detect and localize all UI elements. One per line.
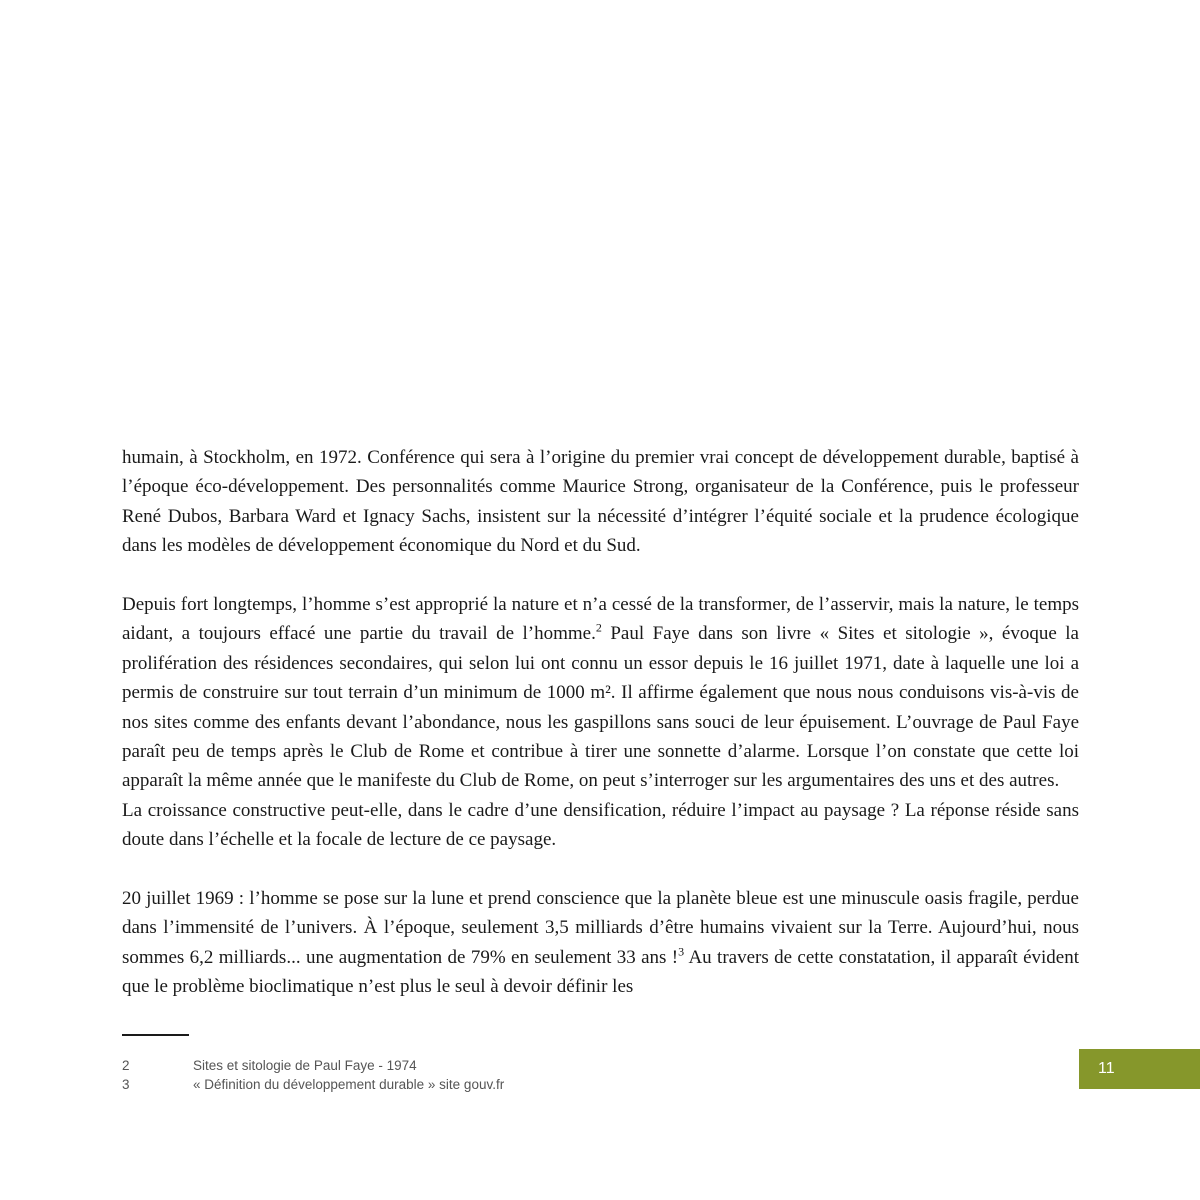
paragraph-2-part-b: Paul Faye dans son livre « Sites et sitologie », évoque la prolifération des résidences secondaires, qui selon lui ont connu un essor depuis le 16 juillet 1971, date à laquelle une loi a permis de construire sur tout terrain d’un minimum de 1000 m². Il affirme également que nous nous conduisons vis-à-vis de nos sites comme des enfants devant l’abondance, nous les gaspillons sans souci de leur épuisement. L’ouvrage de Paul Faye paraît peu de temps après le Club de Rome et contribue à tirer une sonnette d’alarme. Lorsque l’on constate que cette loi apparaît la même année que le manifeste du Club de Rome, on peut s’interroger sur les argumentaires des uns et des autres. bbox=[122, 623, 1079, 792]
paragraph-2 bbox=[122, 590, 1079, 796]
footnote-divider bbox=[122, 1034, 189, 1036]
footnote-ref-3: 3 bbox=[678, 944, 685, 959]
paragraph-4-part-a: 20 juillet 1969 : l’homme se pose sur la lune et prend conscience que la planète bleue est une minuscule oasis fragile, perdue dans l’immensité de l’univers. À l’époque, seulement 3,5 milliards d’être humains vivaient sur la Terre. Aujourd’hui, nous sommes 6,2 milliards... une augmentation de 79% en seulement 33 ans ! bbox=[122, 888, 1079, 968]
paragraph-1: humain, à Stockholm, en 1972. Conférence qui sera à l’origine du premier vrai concept de développement durable, baptisé à l’époque éco-développement. Des personnalités comme Maurice Strong, organisateur de la Conférence, puis le professeur René Dubos, Barbara Ward et Ignacy Sachs, insistent sur la nécessité d’intégrer l’équité sociale et la prudence écologique dans les modèles de développement économique du Nord et du Sud. bbox=[122, 447, 1079, 557]
paragraph-4-part-b: Au travers de cette constatation, il apparaît évident que le problème bioclimatique n’est plus le seul à devoir définir les bbox=[122, 946, 1079, 998]
footnotes bbox=[122, 1056, 822, 1094]
paragraph-3: La croissance constructive peut-elle, dans le cadre d’une densification, réduire l’impact au paysage ? La réponse réside sans doute dans l’échelle et la focale de lecture de ce paysage. bbox=[122, 799, 1079, 851]
page-number: 11 bbox=[1098, 1060, 1115, 1077]
footnote-text: « Définition du développement durable » site gouv.fr bbox=[193, 1077, 505, 1092]
footnote-number: 3 bbox=[122, 1077, 130, 1092]
footnote-ref-2: 2 bbox=[595, 621, 602, 636]
footnote-3 bbox=[122, 1075, 822, 1094]
footnote-2 bbox=[122, 1056, 822, 1075]
paragraph-4 bbox=[122, 884, 1079, 1002]
paragraph-2-part-a: Depuis fort longtemps, l’homme s’est approprié la nature et n’a cessé de la transformer, de l’asservir, mais la nature, le temps aidant, a toujours effacé une partie du travail de l’homme. bbox=[122, 594, 1079, 645]
footnote-number: 2 bbox=[122, 1058, 130, 1073]
page-number-tab bbox=[1079, 1049, 1200, 1089]
body-text bbox=[122, 443, 1079, 1002]
footnote-text: Sites et sitologie de Paul Faye - 1974 bbox=[193, 1058, 417, 1073]
